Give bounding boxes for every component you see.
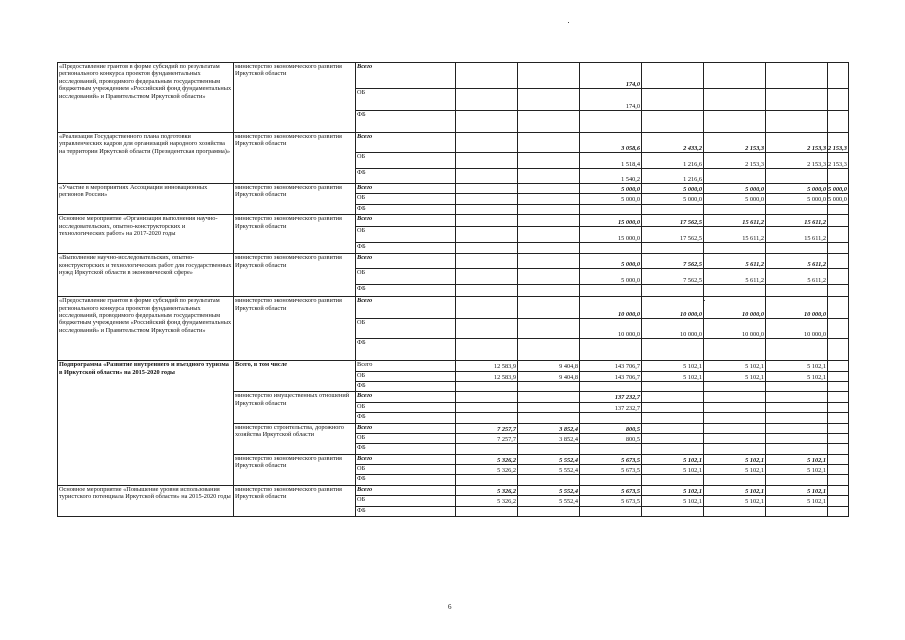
amount-cell: 5 102,1 (766, 465, 828, 475)
amount-cell (642, 475, 704, 485)
funding-source: ОБ (356, 194, 456, 204)
amount-cell (642, 339, 704, 361)
funding-source: ФБ (356, 413, 456, 423)
measure-description: «Реализация Государственного плана подготовки управленческих кадров для организаций народного хозяйства на территории Иркутской области (Президентская программа)» (58, 133, 234, 184)
amount-cell (456, 254, 518, 269)
amount-cell: 5 000,0 (704, 184, 766, 194)
amount-cell (456, 153, 518, 169)
scan-speck (704, 300, 705, 301)
funding-source: Всего (356, 254, 456, 269)
amount-cell (704, 63, 766, 89)
amount-cell: 5 102,1 (766, 485, 828, 495)
amount-cell: 5 102,1 (642, 361, 704, 371)
amount-cell: 5 000,0 (580, 269, 642, 285)
funding-source: Всего (356, 423, 456, 433)
amount-cell: 17 562,5 (642, 215, 704, 227)
page-number: 6 (448, 603, 452, 611)
amount-cell (518, 169, 580, 184)
funding-source: Всего (356, 63, 456, 89)
amount-cell (580, 243, 642, 254)
amount-cell: 2 153,3 (766, 153, 828, 169)
amount-cell: 5 611,2 (766, 269, 828, 285)
amount-cell: 5 000,0 (580, 254, 642, 269)
amount-cell: 2 153,3 (828, 133, 849, 153)
table-row (58, 361, 849, 371)
amount-cell (642, 381, 704, 391)
amount-cell (456, 204, 518, 214)
amount-cell: 3 852,4 (518, 433, 580, 443)
amount-cell (518, 402, 580, 412)
amount-cell (580, 413, 642, 423)
amount-cell: 5 102,1 (704, 485, 766, 495)
amount-cell (828, 339, 849, 361)
amount-cell: 3 852,4 (518, 423, 580, 433)
amount-cell (456, 381, 518, 391)
funding-source: ОБ (356, 269, 456, 285)
amount-cell (518, 381, 580, 391)
table-row (58, 184, 849, 194)
funding-source: ФБ (356, 381, 456, 391)
amount-cell: 10 000,0 (580, 319, 642, 339)
amount-cell (828, 454, 849, 464)
amount-cell: 5 552,4 (518, 485, 580, 495)
amount-cell (456, 215, 518, 227)
funding-source: ОБ (356, 433, 456, 443)
amount-cell (456, 392, 518, 402)
amount-cell: 5 102,1 (766, 371, 828, 381)
amount-cell: 7 257,7 (456, 423, 518, 433)
amount-cell (828, 433, 849, 443)
amount-cell (456, 169, 518, 184)
amount-cell: 5 102,1 (642, 454, 704, 464)
amount-cell: 5 000,0 (766, 184, 828, 194)
amount-cell: 15 611,2 (704, 215, 766, 227)
amount-cell: 2 153,3 (828, 153, 849, 169)
amount-cell: 137 232,7 (580, 402, 642, 412)
amount-cell (766, 444, 828, 454)
amount-cell: 10 000,0 (704, 297, 766, 319)
amount-cell (518, 254, 580, 269)
amount-cell (828, 465, 849, 475)
amount-cell: 15 611,2 (766, 215, 828, 227)
amount-cell: 5 102,1 (766, 496, 828, 506)
amount-cell (828, 371, 849, 381)
responsible-ministry: министерство экономического развития Иркутской области (234, 454, 356, 485)
amount-cell (642, 111, 704, 133)
amount-cell (704, 243, 766, 254)
scan-speck (568, 22, 569, 23)
amount-cell (642, 506, 704, 516)
amount-cell: 5 552,4 (518, 454, 580, 464)
amount-cell (828, 423, 849, 433)
amount-cell (518, 133, 580, 153)
amount-cell (828, 485, 849, 495)
amount-cell (580, 506, 642, 516)
amount-cell (518, 413, 580, 423)
funding-source: ОБ (356, 496, 456, 506)
amount-cell (518, 194, 580, 204)
amount-cell: 1 518,4 (580, 153, 642, 169)
funding-source: ФБ (356, 111, 456, 133)
amount-cell (766, 285, 828, 297)
amount-cell (828, 89, 849, 111)
funding-source: Всего (356, 454, 456, 464)
amount-cell: 5 326,2 (456, 465, 518, 475)
amount-cell (456, 413, 518, 423)
amount-cell: 5 673,5 (580, 454, 642, 464)
amount-cell (704, 169, 766, 184)
amount-cell: 5 102,1 (704, 496, 766, 506)
amount-cell (766, 506, 828, 516)
funding-source: ОБ (356, 319, 456, 339)
amount-cell (766, 63, 828, 89)
amount-cell: 174,0 (580, 89, 642, 111)
amount-cell (766, 169, 828, 184)
amount-cell (518, 63, 580, 89)
amount-cell: 5 000,0 (766, 194, 828, 204)
measure-description: «Предоставление грантов в форме субсидий по результатам регионального конкурса проектов фундаментальных исследований, проводимого федеральным государственным бюджетным учреждением «Российский фонд фундаментальных исследований» и Правительством Иркутской области» (58, 63, 234, 133)
responsible-ministry: министерство имущественных отношений Иркутской области (234, 392, 356, 423)
amount-cell (828, 496, 849, 506)
funding-source: ОБ (356, 465, 456, 475)
amount-cell (642, 402, 704, 412)
amount-cell (704, 204, 766, 214)
amount-cell (766, 381, 828, 391)
amount-cell (456, 402, 518, 412)
amount-cell (456, 227, 518, 243)
amount-cell: 12 583,9 (456, 361, 518, 371)
funding-source: ФБ (356, 169, 456, 184)
amount-cell (456, 184, 518, 194)
amount-cell (456, 63, 518, 89)
amount-cell (580, 381, 642, 391)
amount-cell (580, 204, 642, 214)
amount-cell: 10 000,0 (766, 319, 828, 339)
amount-cell (704, 89, 766, 111)
amount-cell (456, 339, 518, 361)
funding-source: ОБ (356, 227, 456, 243)
amount-cell (642, 444, 704, 454)
amount-cell: 7 562,5 (642, 269, 704, 285)
amount-cell: 2 433,2 (642, 133, 704, 153)
amount-cell (766, 339, 828, 361)
amount-cell (580, 475, 642, 485)
amount-cell: 15 611,2 (704, 227, 766, 243)
amount-cell (828, 269, 849, 285)
amount-cell: 5 102,1 (704, 371, 766, 381)
amount-cell (642, 204, 704, 214)
amount-cell: 174,0 (580, 63, 642, 89)
amount-cell: 5 326,2 (456, 496, 518, 506)
amount-cell (518, 285, 580, 297)
amount-cell (518, 89, 580, 111)
amount-cell (518, 392, 580, 402)
amount-cell (704, 444, 766, 454)
amount-cell: 5 000,0 (704, 194, 766, 204)
funding-source: ОБ (356, 153, 456, 169)
amount-cell (518, 475, 580, 485)
responsible-ministry: Всего, в том числе (234, 361, 356, 392)
table-row (58, 254, 849, 269)
amount-cell (518, 297, 580, 319)
amount-cell (704, 285, 766, 297)
amount-cell: 7 257,7 (456, 433, 518, 443)
amount-cell (456, 506, 518, 516)
amount-cell: 5 326,2 (456, 485, 518, 495)
amount-cell: 5 673,5 (580, 496, 642, 506)
amount-cell: 5 000,0 (580, 194, 642, 204)
measure-description: «Выполнение научно-исследовательских, опытно-конструкторских и технологических работ для государственных нужд Иркутской области в экономической сфере» (58, 254, 234, 297)
funding-source: ФБ (356, 285, 456, 297)
table-row (58, 297, 849, 319)
amount-cell (456, 243, 518, 254)
amount-cell (456, 297, 518, 319)
amount-cell: 5 552,4 (518, 465, 580, 475)
amount-cell (518, 339, 580, 361)
amount-cell: 5 102,1 (766, 454, 828, 464)
amount-cell (828, 381, 849, 391)
amount-cell (518, 204, 580, 214)
amount-cell (828, 444, 849, 454)
amount-cell (580, 339, 642, 361)
funding-source: ФБ (356, 506, 456, 516)
funding-source: ФБ (356, 204, 456, 214)
amount-cell: 5 102,1 (642, 371, 704, 381)
amount-cell: 5 000,0 (642, 184, 704, 194)
amount-cell (580, 444, 642, 454)
amount-cell (704, 339, 766, 361)
amount-cell: 5 102,1 (704, 361, 766, 371)
amount-cell: 5 552,4 (518, 496, 580, 506)
funding-source: Всего (356, 133, 456, 153)
amount-cell (766, 402, 828, 412)
amount-cell: 10 000,0 (580, 297, 642, 319)
amount-cell (580, 111, 642, 133)
amount-cell (766, 423, 828, 433)
amount-cell (642, 63, 704, 89)
funding-source: Всего (356, 361, 456, 371)
funding-source: ФБ (356, 243, 456, 254)
amount-cell: 5 102,1 (642, 465, 704, 475)
amount-cell: 143 706,7 (580, 361, 642, 371)
amount-cell (456, 475, 518, 485)
amount-cell (642, 413, 704, 423)
amount-cell: 2 153,3 (766, 133, 828, 153)
amount-cell (518, 111, 580, 133)
amount-cell (828, 285, 849, 297)
funding-source: Всего (356, 392, 456, 402)
amount-cell: 2 153,3 (704, 133, 766, 153)
amount-cell: 5 326,2 (456, 454, 518, 464)
amount-cell: 7 562,5 (642, 254, 704, 269)
amount-cell (456, 444, 518, 454)
funding-source: Всего (356, 297, 456, 319)
funding-source: ФБ (356, 475, 456, 485)
amount-cell (518, 319, 580, 339)
amount-cell: 5 000,0 (828, 184, 849, 194)
amount-cell (828, 169, 849, 184)
amount-cell: 5 673,5 (580, 485, 642, 495)
amount-cell: 5 102,1 (642, 485, 704, 495)
amount-cell (456, 133, 518, 153)
funding-source: ФБ (356, 444, 456, 454)
responsible-ministry: министерство экономического развития Иркутской области (234, 215, 356, 254)
amount-cell: 17 562,5 (642, 227, 704, 243)
funding-source: ОБ (356, 89, 456, 111)
amount-cell (828, 506, 849, 516)
amount-cell: 5 102,1 (642, 496, 704, 506)
amount-cell (766, 433, 828, 443)
amount-cell (642, 89, 704, 111)
amount-cell (642, 423, 704, 433)
responsible-ministry: министерство экономического развития Иркутской области (234, 63, 356, 133)
amount-cell (580, 285, 642, 297)
responsible-ministry: министерство экономического развития Иркутской области (234, 133, 356, 184)
measure-description: «Участие в мероприятиях Ассоциации инновационных регионов России» (58, 184, 234, 215)
amount-cell (518, 227, 580, 243)
amount-cell (704, 402, 766, 412)
amount-cell (828, 215, 849, 227)
amount-cell (456, 89, 518, 111)
amount-cell: 143 706,7 (580, 371, 642, 381)
amount-cell (642, 285, 704, 297)
amount-cell (704, 111, 766, 133)
amount-cell: 9 404,8 (518, 371, 580, 381)
funding-source: Всего (356, 485, 456, 495)
amount-cell (456, 111, 518, 133)
amount-cell (704, 381, 766, 391)
amount-cell (766, 413, 828, 423)
table-row (58, 133, 849, 153)
amount-cell (642, 433, 704, 443)
measure-description: Основное мероприятие «Повышение уровня использования туристского потенциала Иркутской области» на 2015-2020 годы (58, 485, 234, 516)
funding-source: Всего (356, 184, 456, 194)
amount-cell (828, 361, 849, 371)
amount-cell (828, 243, 849, 254)
table-row (58, 485, 849, 495)
amount-cell (704, 392, 766, 402)
amount-cell (518, 506, 580, 516)
amount-cell: 2 153,3 (704, 153, 766, 169)
amount-cell (704, 475, 766, 485)
amount-cell: 10 000,0 (704, 319, 766, 339)
amount-cell: 15 000,0 (580, 215, 642, 227)
amount-cell: 5 102,1 (704, 454, 766, 464)
amount-cell (704, 413, 766, 423)
amount-cell (828, 413, 849, 423)
amount-cell (642, 392, 704, 402)
amount-cell: 15 611,2 (766, 227, 828, 243)
amount-cell: 5 102,1 (704, 465, 766, 475)
amount-cell (456, 285, 518, 297)
amount-cell: 1 216,6 (642, 169, 704, 184)
amount-cell (704, 433, 766, 443)
amount-cell (518, 243, 580, 254)
amount-cell: 5 673,5 (580, 465, 642, 475)
amount-cell (828, 204, 849, 214)
measure-description: Подпрограмма «Развитие внутреннего и въездного туризма в Иркутской области» на 2015-2020 годы (58, 361, 234, 486)
amount-cell (704, 506, 766, 516)
amount-cell: 800,5 (580, 423, 642, 433)
amount-cell (518, 269, 580, 285)
amount-cell (828, 227, 849, 243)
amount-cell: 5 000,0 (828, 194, 849, 204)
amount-cell: 5 611,2 (766, 254, 828, 269)
amount-cell (518, 184, 580, 194)
responsible-ministry: министерство экономического развития Иркутской области (234, 297, 356, 361)
amount-cell (456, 319, 518, 339)
amount-cell: 10 000,0 (642, 297, 704, 319)
amount-cell (766, 475, 828, 485)
amount-cell: 12 583,9 (456, 371, 518, 381)
budget-table (57, 62, 849, 517)
amount-cell (456, 194, 518, 204)
amount-cell (518, 153, 580, 169)
amount-cell: 5 611,2 (704, 269, 766, 285)
amount-cell (828, 63, 849, 89)
amount-cell (704, 423, 766, 433)
funding-source: Всего (356, 215, 456, 227)
amount-cell: 15 000,0 (580, 227, 642, 243)
measure-description: Основное мероприятие «Организация выполнения научно-исследовательских, опытно-конструкторских и технологических работ» на 2017-2020 годы (58, 215, 234, 254)
amount-cell (828, 297, 849, 319)
amount-cell (766, 204, 828, 214)
amount-cell (828, 111, 849, 133)
amount-cell: 5 000,0 (580, 184, 642, 194)
responsible-ministry: министерство экономического развития Иркутской области (234, 254, 356, 297)
amount-cell (828, 319, 849, 339)
responsible-ministry: министерство строительства, дорожного хозяйства Иркутской области (234, 423, 356, 454)
amount-cell: 1 216,6 (642, 153, 704, 169)
amount-cell: 5 000,0 (642, 194, 704, 204)
amount-cell: 800,5 (580, 433, 642, 443)
table-row (58, 63, 849, 89)
funding-source: ФБ (356, 339, 456, 361)
funding-source: ОБ (356, 402, 456, 412)
amount-cell (518, 215, 580, 227)
table-row (58, 215, 849, 227)
amount-cell (828, 402, 849, 412)
amount-cell: 10 000,0 (642, 319, 704, 339)
funding-source: ОБ (356, 371, 456, 381)
amount-cell: 5 102,1 (766, 361, 828, 371)
amount-cell (828, 475, 849, 485)
responsible-ministry: министерство экономического развития Иркутской области (234, 485, 356, 516)
measure-description: «Предоставление грантов в форме субсидий по результатам регионального конкурса проектов фундаментальных исследований, проводимого федеральным государственным бюджетным учреждением «Российский фонд фундаментальных исследований» и Правительством Иркутской области» (58, 297, 234, 361)
amount-cell (766, 111, 828, 133)
amount-cell (766, 392, 828, 402)
amount-cell (766, 243, 828, 254)
amount-cell (518, 444, 580, 454)
amount-cell (828, 392, 849, 402)
amount-cell (766, 89, 828, 111)
amount-cell (456, 269, 518, 285)
amount-cell (828, 254, 849, 269)
amount-cell: 5 611,2 (704, 254, 766, 269)
amount-cell: 137 232,7 (580, 392, 642, 402)
amount-cell: 1 540,2 (580, 169, 642, 184)
responsible-ministry: министерство экономического развития Иркутской области (234, 184, 356, 215)
amount-cell: 9 404,8 (518, 361, 580, 371)
amount-cell: 10 000,0 (766, 297, 828, 319)
amount-cell: 3 058,6 (580, 133, 642, 153)
amount-cell (642, 243, 704, 254)
